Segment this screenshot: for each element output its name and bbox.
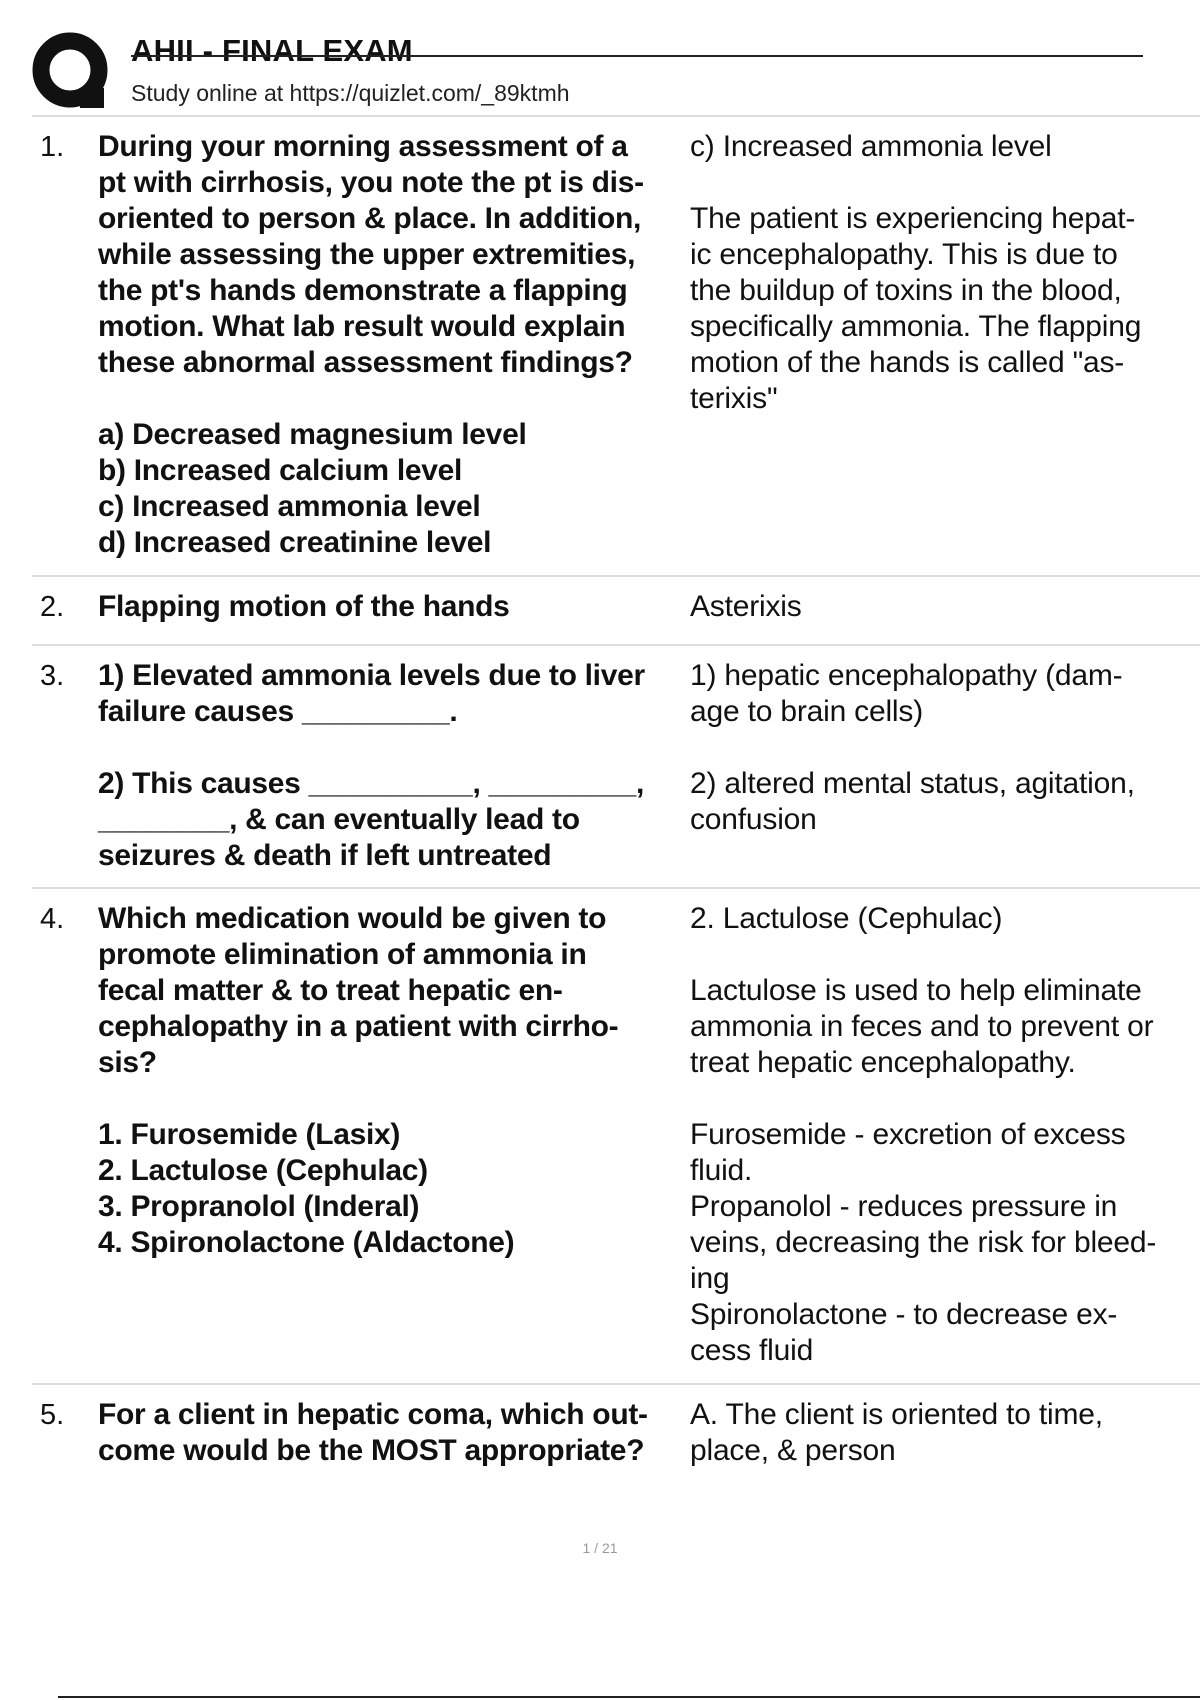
term-line: b) Increased calcium level: [98, 454, 463, 487]
footer-divider: [58, 1696, 1200, 1698]
term-line: 2. Lactulose (Cephulac): [98, 1154, 428, 1187]
exam-title: AHII - FINAL EXAM: [131, 33, 413, 68]
card-number: 3.: [40, 660, 65, 692]
definition-line: [690, 1081, 1200, 1117]
definition-line: treat hepatic encephalopathy.: [690, 1046, 1076, 1079]
term-line: 2) This causes __________, _________,: [98, 767, 645, 800]
flashcard-3: [32, 646, 1200, 889]
definition-line: veins, decreasing the risk for bleed-: [690, 1226, 1157, 1259]
card-definition: [690, 901, 1200, 1369]
definition-line: [690, 165, 1200, 201]
definition-line: Furosemide - excretion of excess: [690, 1118, 1126, 1151]
definition-line: A. The client is oriented to time,: [690, 1398, 1103, 1431]
card-definition: [690, 658, 1200, 838]
term-line: these abnormal assessment findings?: [98, 346, 633, 379]
definition-line: 2. Lactulose (Cephulac): [690, 902, 1003, 935]
term-line: 3. Propranolol (Inderal): [98, 1190, 420, 1223]
term-line: [98, 730, 720, 766]
flashcard-5: [32, 1385, 1200, 1495]
card-term: [98, 901, 720, 1261]
flashcard-1: [32, 117, 1200, 577]
card-number: 1.: [40, 131, 65, 163]
card-definition: [690, 1397, 1200, 1469]
term-line: the pt's hands demonstrate a flapping: [98, 274, 628, 307]
term-line: motion. What lab result would explain: [98, 310, 626, 343]
term-line: failure causes _________.: [98, 695, 458, 728]
definition-line: ammonia in feces and to prevent or: [690, 1010, 1154, 1043]
term-line: come would be the MOST appropriate?: [98, 1434, 645, 1467]
term-line: cephalopathy in a patient with cirrho-: [98, 1010, 619, 1043]
term-line: For a client in hepatic coma, which out-: [98, 1398, 648, 1431]
definition-line: Spironolactone - to decrease ex-: [690, 1298, 1118, 1331]
definition-line: terixis": [690, 382, 778, 415]
definition-line: [690, 730, 1200, 766]
study-link-text: Study online at https://quizlet.com/_89ktmh: [131, 80, 570, 106]
card-number: 4.: [40, 903, 65, 935]
term-line: 1) Elevated ammonia levels due to liver: [98, 659, 645, 692]
term-line: [98, 1081, 720, 1117]
term-line: 1. Furosemide (Lasix): [98, 1118, 401, 1151]
definition-line: ic encephalopathy. This is due to: [690, 238, 1118, 271]
term-line: c) Increased ammonia level: [98, 490, 481, 523]
term-line: a) Decreased magnesium level: [98, 418, 527, 451]
card-term: [98, 1397, 720, 1469]
term-line: pt with cirrhosis, you note the pt is dis-: [98, 166, 644, 199]
page-number: 1 / 21: [582, 1540, 618, 1556]
term-line: d) Increased creatinine level: [98, 526, 492, 559]
definition-line: Propanolol - reduces pressure in: [690, 1190, 1118, 1223]
term-line: seizures & death if left untreated: [98, 839, 552, 872]
card-term: [98, 129, 720, 561]
term-line: [98, 381, 720, 417]
card-definition: [690, 589, 1200, 625]
definition-line: place, & person: [690, 1434, 896, 1467]
definition-line: the buildup of toxins in the blood,: [690, 274, 1122, 307]
definition-line: cess fluid: [690, 1334, 814, 1367]
definition-line: confusion: [690, 803, 817, 836]
quizlet-q-logo-icon: [32, 32, 112, 112]
definition-line: ing: [690, 1262, 730, 1295]
definition-line: Lactulose is used to help eliminate: [690, 974, 1142, 1007]
card-number: 5.: [40, 1399, 65, 1431]
term-line: ________, & can eventually lead to: [98, 803, 580, 836]
card-term: [98, 589, 720, 625]
term-line: oriented to person & place. In addition,: [98, 202, 642, 235]
definition-line: [690, 937, 1200, 973]
card-term: [98, 658, 720, 874]
definition-line: c) Increased ammonia level: [690, 130, 1052, 163]
term-line: promote elimination of ammonia in: [98, 938, 587, 971]
term-line: Flapping motion of the hands: [98, 590, 510, 623]
definition-line: specifically ammonia. The flapping: [690, 310, 1142, 343]
definition-line: 2) altered mental status, agitation,: [690, 767, 1135, 800]
definition-line: 1) hepatic encephalopathy (dam-: [690, 659, 1123, 692]
term-line: During your morning assessment of a: [98, 130, 628, 163]
term-line: Which medication would be given to: [98, 902, 607, 935]
card-number: 2.: [40, 591, 65, 623]
flashcard-2: [32, 577, 1200, 646]
definition-line: The patient is experiencing hepat-: [690, 202, 1136, 235]
flashcard-list: [32, 117, 1200, 1495]
term-line: 4. Spironolactone (Aldactone): [98, 1226, 515, 1259]
term-line: fecal matter & to treat hepatic en-: [98, 974, 563, 1007]
flashcard-4: [32, 889, 1200, 1385]
term-line: while assessing the upper extremities,: [98, 238, 636, 271]
card-definition: [690, 129, 1200, 417]
definition-line: Asterixis: [690, 590, 802, 623]
definition-line: fluid.: [690, 1154, 753, 1187]
term-line: sis?: [98, 1046, 157, 1079]
definition-line: age to brain cells): [690, 695, 923, 728]
title-underline: [131, 55, 1143, 57]
definition-line: motion of the hands is called "as-: [690, 346, 1125, 379]
